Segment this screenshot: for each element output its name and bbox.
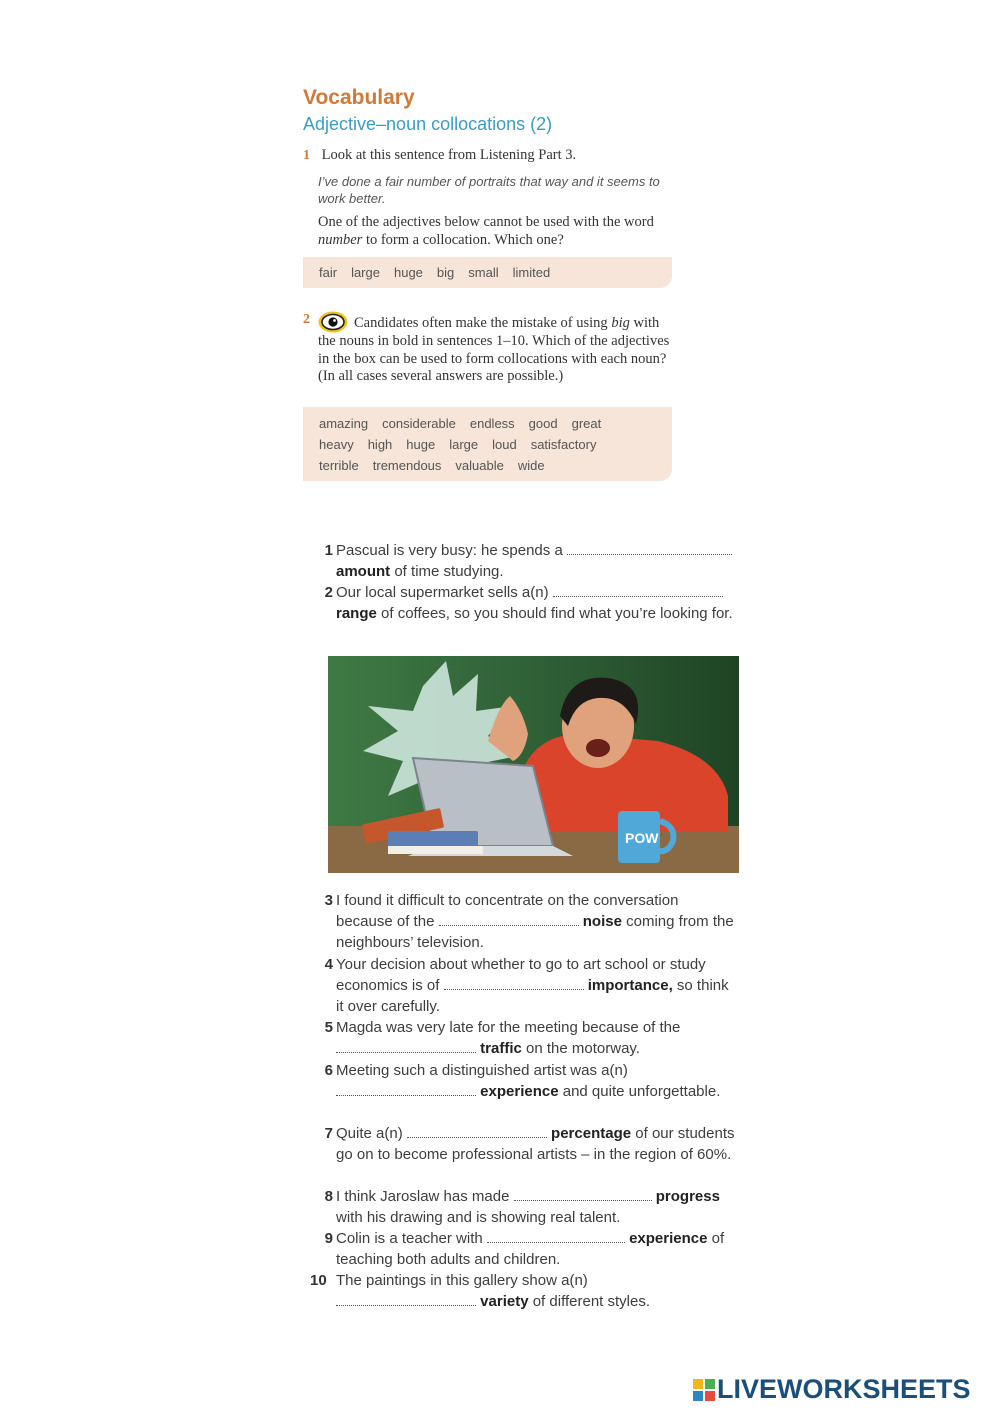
logo-text: LIVEWORKSHEETS bbox=[717, 1374, 971, 1404]
q1-word-box bbox=[303, 257, 672, 288]
liveworksheets-logo-icon bbox=[693, 1379, 715, 1401]
word-chip: considerable bbox=[382, 416, 456, 431]
section-title: Vocabulary bbox=[303, 86, 415, 109]
sentence-text: I think Jaroslaw has made bbox=[336, 1188, 510, 1205]
sentence-text: Quite a(n) bbox=[336, 1125, 403, 1142]
q2-word-row-3 bbox=[319, 458, 559, 473]
q1-paragraph bbox=[318, 214, 678, 249]
word-chip: amazing bbox=[319, 416, 369, 431]
q2-word-row-1 bbox=[319, 416, 615, 431]
sentence-number: 7 bbox=[324, 1125, 333, 1142]
word-chip: small bbox=[468, 265, 499, 280]
exercise-sentence-4 bbox=[324, 954, 736, 1017]
word-chip: huge bbox=[406, 437, 436, 452]
bold-noun: importance, bbox=[587, 977, 673, 994]
sentence-text: Your decision about whether to go to art school or study economics is of bbox=[336, 956, 706, 994]
sentence-text: The paintings in this gallery show a(n) bbox=[336, 1272, 588, 1289]
word-chip: loud bbox=[492, 437, 517, 452]
q1-para-a: One of the adjectives below cannot be used with the word bbox=[318, 214, 654, 230]
word-chip: fair bbox=[319, 265, 338, 280]
sentence-text: of our students go on to become professional artists – in the region of 60%. bbox=[336, 1125, 735, 1163]
q2-text-b: with the nouns in bold in sentences 1–10. Which of the adjectives in the box can be used to form collocations with each noun? (In all cases several answers are possible.) bbox=[318, 315, 670, 384]
bold-noun: range bbox=[336, 605, 377, 622]
sentence-text: Magda was very late for the meeting because of the bbox=[336, 1019, 681, 1036]
answer-blank[interactable] bbox=[553, 584, 723, 597]
q2-paragraph bbox=[318, 311, 673, 386]
answer-blank[interactable] bbox=[336, 1083, 476, 1096]
sentence-text: with his drawing and is showing real talent. bbox=[336, 1209, 621, 1226]
word-chip: tremendous bbox=[372, 458, 442, 473]
section-subtitle: Adjective–noun collocations (2) bbox=[303, 114, 553, 134]
answer-blank[interactable] bbox=[487, 1230, 625, 1243]
answer-blank[interactable] bbox=[444, 977, 584, 990]
exercise-sentence-7 bbox=[324, 1123, 736, 1165]
bold-noun: variety bbox=[480, 1293, 529, 1310]
word-chip: huge bbox=[393, 265, 423, 280]
sentence-text: Colin is a teacher with bbox=[336, 1230, 483, 1247]
q2-text-italic: big bbox=[611, 315, 630, 331]
sentence-text: Pascual is very busy: he spends a bbox=[336, 542, 563, 559]
word-chip: limited bbox=[512, 265, 551, 280]
word-chip: good bbox=[528, 416, 558, 431]
q1-number: 1 bbox=[303, 148, 310, 163]
exercise-sentence-9 bbox=[324, 1228, 736, 1270]
sentence-number: 3 bbox=[324, 892, 333, 909]
sentence-text: coming from the neighbours’ television. bbox=[336, 913, 734, 951]
mug-text: POW bbox=[625, 830, 659, 846]
sentence-number: 1 bbox=[324, 542, 333, 559]
exercise-sentence-1 bbox=[324, 540, 744, 582]
bold-noun: progress bbox=[655, 1188, 720, 1205]
liveworksheets-logo[interactable] bbox=[693, 1374, 971, 1405]
q2-text-a: Candidates often make the mistake of using bbox=[354, 315, 612, 331]
sentence-text: on the motorway. bbox=[526, 1040, 640, 1057]
sentence-text: of time studying. bbox=[394, 563, 504, 580]
word-chip: wide bbox=[517, 458, 545, 473]
bold-noun: amount bbox=[336, 563, 391, 580]
word-chip: big bbox=[436, 265, 455, 280]
word-chip: large bbox=[351, 265, 380, 280]
sentence-text: Meeting such a distinguished artist was a(n) bbox=[336, 1062, 628, 1079]
answer-blank[interactable] bbox=[336, 1040, 476, 1053]
q1-para-b: to form a collocation. Which one? bbox=[362, 231, 564, 248]
q1-word-list bbox=[319, 265, 564, 280]
q2-number: 2 bbox=[303, 312, 310, 327]
sentence-text: I found it difficult to concentrate on the conversation because of the bbox=[336, 892, 679, 930]
bold-noun: traffic bbox=[480, 1040, 522, 1057]
exercise-sentence-10 bbox=[310, 1270, 736, 1312]
word-chip: heavy bbox=[319, 437, 354, 452]
sentence-number: 10 bbox=[310, 1272, 327, 1289]
answer-blank[interactable] bbox=[336, 1293, 476, 1306]
exercise-sentence-5 bbox=[324, 1017, 736, 1059]
exercise-sentence-6 bbox=[324, 1060, 736, 1102]
exercise-sentence-3 bbox=[324, 890, 736, 953]
exercise-sentence-2 bbox=[324, 582, 736, 624]
answer-blank[interactable] bbox=[514, 1188, 652, 1201]
sentence-number: 2 bbox=[324, 584, 333, 601]
sentence-number: 6 bbox=[324, 1062, 333, 1079]
sentence-text: of teaching both adults and children. bbox=[336, 1230, 725, 1268]
exam-tip-eye-icon bbox=[318, 311, 348, 333]
word-chip: endless bbox=[469, 416, 515, 431]
word-chip: great bbox=[571, 416, 602, 431]
word-chip: valuable bbox=[455, 458, 504, 473]
bold-noun: experience bbox=[629, 1230, 708, 1247]
answer-blank[interactable] bbox=[407, 1125, 547, 1138]
sentence-text: and quite unforgettable. bbox=[562, 1083, 721, 1100]
q1-instruction-line bbox=[303, 147, 576, 165]
word-chip: terrible bbox=[319, 458, 359, 473]
bold-noun: percentage bbox=[551, 1125, 632, 1142]
frustrated-man-at-laptop-illustration bbox=[328, 656, 739, 873]
sentence-number: 8 bbox=[324, 1188, 333, 1205]
word-chip: large bbox=[449, 437, 479, 452]
word-chip: satisfactory bbox=[530, 437, 597, 452]
sentence-number: 9 bbox=[324, 1230, 333, 1247]
word-chip: high bbox=[367, 437, 393, 452]
answer-blank[interactable] bbox=[567, 542, 732, 555]
q2-word-row-2 bbox=[319, 437, 610, 452]
sentence-number: 4 bbox=[324, 956, 333, 973]
answer-blank[interactable] bbox=[439, 913, 579, 926]
sentence-text: of different styles. bbox=[532, 1293, 651, 1310]
sentence-text: of coffees, so you should find what you’re looking for. bbox=[381, 605, 733, 622]
q2-word-box bbox=[303, 407, 672, 481]
sentence-text: so think it over carefully. bbox=[336, 977, 729, 1015]
q1-quote: I’ve done a fair number of portraits that way and it seems to work better. bbox=[318, 174, 660, 206]
q1-instruction: Look at this sentence from Listening Part 3. bbox=[321, 147, 577, 163]
bold-noun: experience bbox=[480, 1083, 559, 1100]
sentence-number: 5 bbox=[324, 1019, 333, 1036]
q1-para-italic: number bbox=[318, 231, 363, 248]
exercise-sentence-8 bbox=[324, 1186, 741, 1228]
sentence-text: Our local supermarket sells a(n) bbox=[336, 584, 549, 601]
bold-noun: noise bbox=[582, 913, 622, 930]
